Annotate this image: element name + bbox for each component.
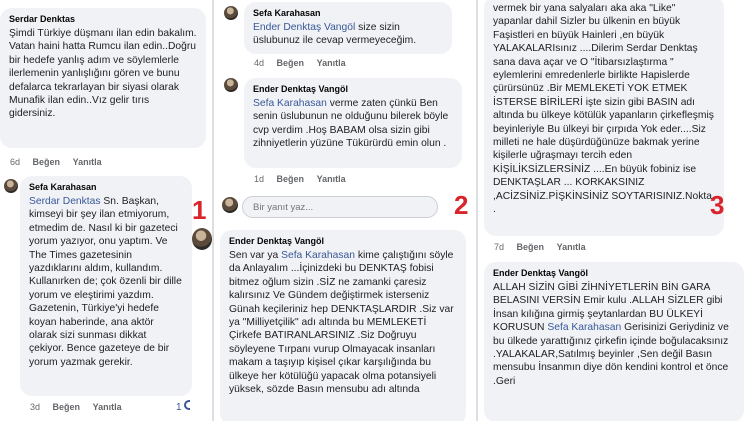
reply-button[interactable]: Yanıtla — [316, 174, 346, 184]
comment-author[interactable]: Serdar Denktas — [9, 14, 76, 24]
comment-time: 3d — [30, 402, 41, 412]
comment-actions — [30, 402, 132, 412]
comment-time: 7d — [494, 242, 505, 252]
like-button[interactable]: Beğen — [52, 402, 81, 412]
reaction-icon — [184, 400, 190, 410]
comment-time: 1d — [254, 174, 265, 184]
reply-button[interactable]: Yanıtla — [316, 58, 346, 68]
comment-author[interactable]: Ender Denktaş Vangöl — [253, 84, 349, 94]
comment-author[interactable]: Ender Denktaş Vangöl — [229, 236, 325, 246]
comment-text: Şimdi Türkiye düşmanı ilan edin bakalım. Vatan haini hatta Rumcu ilan edin..Doğru bir hedefe yanlış adım ve söylemlerle ilerlemenin yanlışlığını gören ve bunu defalarca tekrarlayan bir siyasi olarak Munafik ilan edin..Vız gelir tırıs gidersiniz. — [9, 28, 197, 120]
comment-bubble — [484, 262, 744, 421]
like-button[interactable]: Beğen — [276, 174, 305, 184]
reply-input[interactable] — [242, 196, 438, 218]
annotation-number: 2 — [454, 190, 469, 220]
comment-actions — [10, 157, 112, 167]
comment-bubble — [0, 8, 206, 148]
mention-link[interactable]: Sefa Karahasan — [281, 250, 355, 261]
like-button[interactable]: Beğen — [32, 157, 61, 167]
mention-link[interactable]: Serdar Denktas — [29, 196, 101, 207]
user-avatar-icon[interactable] — [4, 179, 18, 193]
comment-text: Serdar Denktas Sn. Başkan, kimseyi bir şey ilan etmiyorum, etmedim de. Nasıl ki bir gazeteci yorum yazıyor, onu yaptım. Ve The Times gazetesinin yazdıklarını aldım, kullandım. Kullanırken de; çok özenli bir dille yorum ve eleştirimi yazdım. Gazetenin, Türkiye'yi hedefe koyan haberinde, ana aktör olarak sizi sunması dikkat çekiyor. Bence gazeteye de bir yorum yazmak gerekir. — [29, 196, 182, 368]
comment-text: Sen var ya Sefa Karahasan kime çalıştığını söyle da Anlayalım ...İçinizdeki bu DENKTAŞ fobisi bitmez oğlum sizin .SİZ ne zamanki çaresiz kalırsınız Ve Gündem değiştirmek isterseniz Günah keçileriniz hep DENKTAŞLARDIR .Siz var ya "Milliyetçilik" adı altında bu MEMLEKETİ Çirkefe BATIRANLARSINIZ .Siz Doğruyu söyleyene Tırpanı vurup Olmayacak insanları makam a taşıyıp kişisel çıkar karşılığında bu ülkeye her kötülüğü yapacak olma potansiyeli yüksek, sözde Basın mensubu adı altında — [229, 250, 454, 396]
comment-bubble — [20, 176, 192, 396]
comment-bubble — [244, 2, 452, 54]
comment-time: 6d — [10, 157, 21, 167]
comment-author[interactable]: Sefa Karahasan — [253, 8, 321, 18]
comment-actions — [494, 242, 596, 252]
panel-2 — [214, 0, 476, 421]
comment-text: ALLAH SİZİN GİBİ ZİHNİYETLERİN BİN GARA BELASINI VERSİN Emir kulu .ALLAH SİZLER gibi İnsan kılığına girmiş şeytanlardan BU ÜLKEYİ KORUSUN Sefa Karahasan Gerisinizi Geriydiniz ve bu ülkede yarattığınız çirkefin içinde boğulacaksınız .YALAKALAR,Satılmış beyinler ,Sen değil Basın mensubu İnsanmın diye dön kendini kontrol et önce .Geri — [493, 282, 729, 387]
mention-link[interactable]: Sefa Karahasan — [253, 98, 327, 109]
like-button[interactable]: Beğen — [276, 58, 305, 68]
user-avatar-icon — [192, 228, 212, 250]
reaction-count[interactable]: 1 — [176, 400, 200, 413]
mention-link[interactable]: Ender Denktaş Vangöl — [253, 22, 356, 33]
reply-button[interactable]: Yanıtla — [72, 157, 102, 167]
annotation-number: 3 — [710, 190, 725, 220]
user-avatar-icon[interactable] — [224, 6, 238, 20]
comment-text: vermek bir yana salyaları aka aka "Like" yapanlar dahil Sizler bu ülkenin en büyük Faşistleri en büyük Hainleri ,en büyük YALAKALARIsınız ....Dilerim Serdar Denktaş sana dava açar ve O "İtibarsızlaştırma " eylemlerini emredenlerle birlikte Hapislerde çürürsünüz .Bir MEMLEKETİ YOK ETMEK İSTERSE BİRİLERİ işte sizin gibi BASIN adı altında bu ülkeye kötülük yapanların çirkefleşmiş beyinleriyle Bu ülkeyi bir çırpıda Yok eder....Siz milleti ne hale düşürdüğünüze bakmak yerine kişilerle uğraşmayı tercih eden KİŞİLİKSİZLERSİNİZ ....En büyük fobiniz ise DENKTAŞLAR ... KORKAKSINIZ ,ACİZSİNİZ.PİŞKİNSİNİZ SOYTARISINIZ.Nokta . — [493, 3, 714, 216]
panel-1 — [0, 0, 212, 421]
panel-3 — [478, 0, 750, 421]
reply-button[interactable]: Yanıtla — [92, 402, 122, 412]
comment-author[interactable]: Sefa Karahasan — [29, 182, 97, 192]
user-avatar-icon[interactable] — [224, 78, 238, 92]
reply-button[interactable]: Yanıtla — [556, 242, 586, 252]
comment-actions — [254, 174, 356, 184]
comment-bubble — [244, 78, 462, 168]
comment-time: 4d — [254, 58, 265, 68]
annotation-number: 1 — [192, 195, 207, 225]
comment-bubble — [484, 0, 724, 236]
comment-actions — [254, 58, 356, 68]
comment-bubble — [220, 230, 466, 421]
comment-text: Ender Denktaş Vangöl size sizin üslubunuz ile cevap vermeyeceğim. — [253, 22, 417, 47]
comment-author[interactable]: Ender Denktaş Vangöl — [493, 268, 589, 278]
comment-text: Sefa Karahasan verme zaten çünkü Ben senin üslubunun ne olduğunu bilerek böyle cvp verdim .Hoş BABAM olsa sizin gibi zihniyetlerin yüzüne Tükürürdü emin olun . — [253, 98, 449, 150]
like-button[interactable]: Beğen — [516, 242, 545, 252]
mention-link[interactable]: Sefa Karahasan — [547, 322, 622, 334]
user-avatar-icon — [222, 197, 238, 213]
